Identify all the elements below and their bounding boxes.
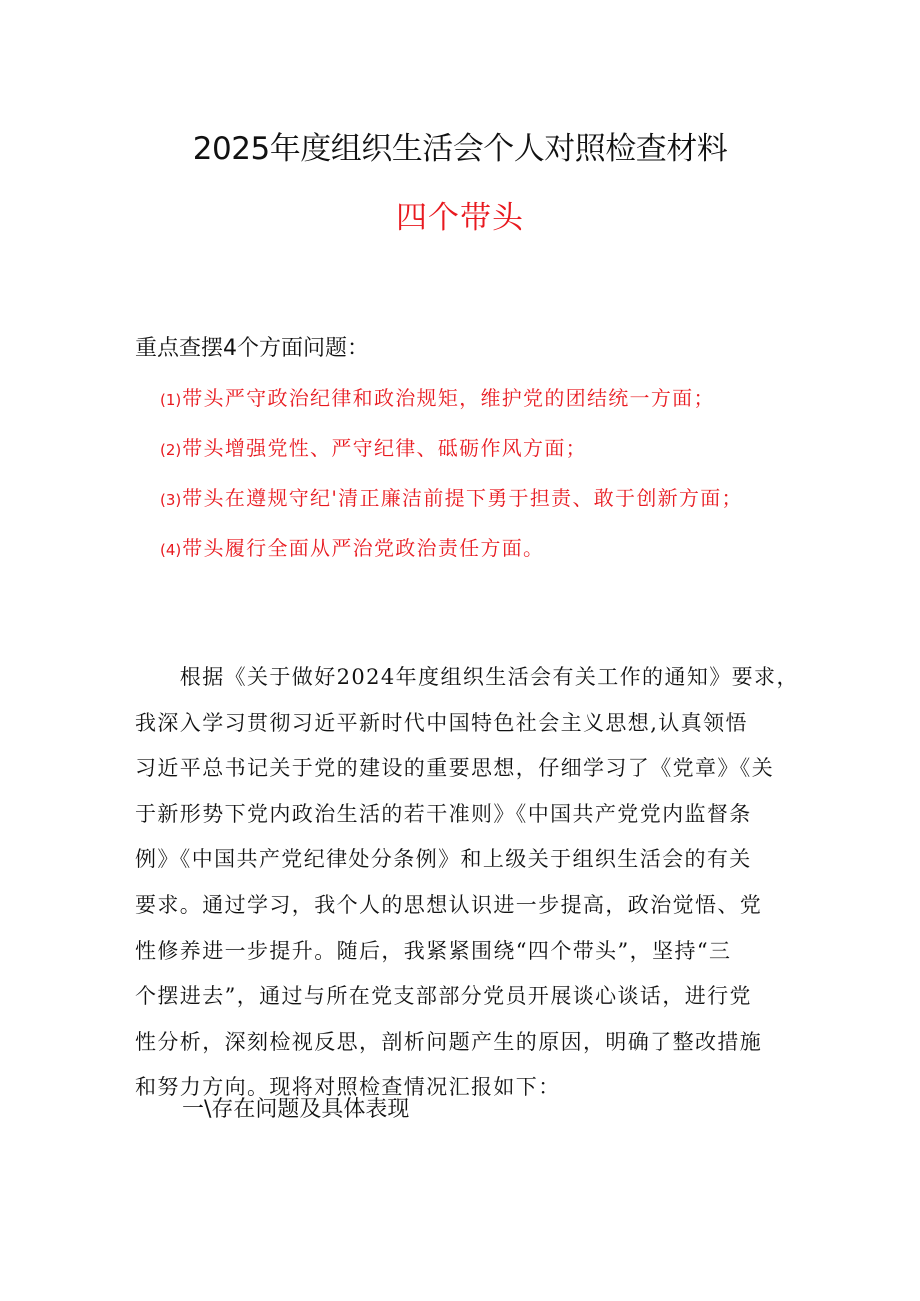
focus-heading: 重点查摆4个方面问题： xyxy=(135,336,369,361)
focus-item-1 xyxy=(160,380,743,430)
body-line: 性修养进一步提升。随后，我紧紧围绕“四个带头”，坚持“三 xyxy=(135,938,732,963)
focus-item-text: 带头严守政治纪律和政治规矩，维护党的团结统一方面； xyxy=(182,386,715,410)
body-line: 和努力方向。现将对照检查情况汇报如下： xyxy=(135,1075,561,1100)
body-line: 要求。通过学习，我个人的思想认识进一步提高，政治觉悟、党 xyxy=(135,892,763,917)
section-heading: 一\存在问题及具体表现 xyxy=(182,1097,410,1122)
focus-item-4 xyxy=(160,530,743,580)
body-line: 根据《关于做好2024年度组织生活会有关工作的通知》要求， xyxy=(135,665,799,689)
document-subtitle: 四个带头 xyxy=(396,200,524,236)
focus-item-2 xyxy=(160,430,743,480)
body-line: 个摆进去”，通过与所在党支部部分党员开展谈心谈话，进行党 xyxy=(135,984,752,1009)
body-line: 于新形势下党内政治生活的若干准则》《中国共产党党内监督条 xyxy=(135,801,752,826)
focus-item-text: 带头在遵规守纪'清正廉洁前提下勇于担责、敢于创新方面； xyxy=(182,486,743,510)
body-line: 性分析，深刻检视反思，剖析问题产生的原因，明确了整改措施 xyxy=(135,1029,763,1054)
body-paragraph xyxy=(135,656,799,1112)
body-line: 习近平总书记关于党的建设的重要思想，仔细学习了《党章》《关 xyxy=(135,756,775,781)
document-title: 2025年度组织生活会个人对照检查材料 xyxy=(192,131,728,167)
focus-item-number: (2) xyxy=(160,441,182,459)
focus-item-text: 带头履行全面从严治党政治责任方面。 xyxy=(182,536,545,560)
focus-item-number: (4) xyxy=(160,541,182,559)
focus-item-text: 带头增强党性、严守纪律、砥砺作风方面； xyxy=(182,436,587,460)
focus-item-number: (3) xyxy=(160,491,182,509)
focus-list xyxy=(160,380,743,580)
body-line: 我深入学习贯彻习近平新时代中国特色社会主义思想,认真领悟 xyxy=(135,710,748,735)
body-line: 例》《中国共产党纪律处分条例》和上级关于组织生活会的有关 xyxy=(135,847,752,872)
focus-item-3 xyxy=(160,480,743,530)
focus-item-number: (1) xyxy=(160,391,182,409)
